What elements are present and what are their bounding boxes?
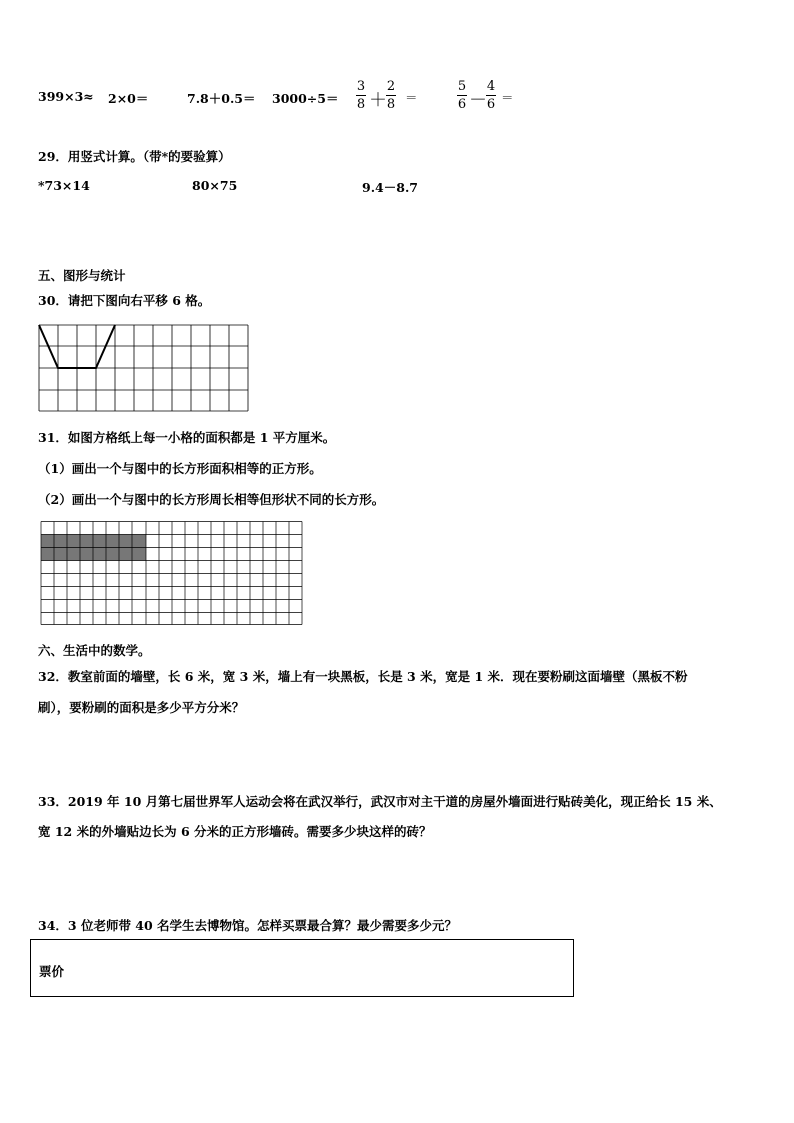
q29-title: 29．用竖式计算。（带*的要验算） bbox=[38, 149, 231, 164]
q31-part-1: （1）画出一个与图中的长方形面积相等的正方形。 bbox=[38, 461, 322, 476]
ticket-price-box bbox=[30, 939, 574, 997]
section-5-title: 五、图形与统计 bbox=[38, 268, 126, 283]
q30-translation-grid bbox=[38, 324, 250, 414]
q31-square-grid bbox=[40, 520, 304, 626]
q31-part-2: （2）画出一个与图中的长方形周长相等但形状不同的长方形。 bbox=[38, 492, 385, 507]
oral-item-4: 3000÷5＝ bbox=[272, 91, 339, 106]
oral-item-1: 399×3≈ bbox=[38, 89, 94, 104]
fraction-4-6: 4 6 bbox=[486, 79, 496, 112]
section-6-title: 六、生活中的数学。 bbox=[38, 643, 151, 658]
oral-item-3: 7.8＋0.5＝ bbox=[187, 91, 256, 106]
q29-item-1: *73×14 bbox=[38, 178, 90, 193]
q29-item-2: 80×75 bbox=[192, 178, 238, 193]
q32-line-1: 32．教室前面的墙壁，长 6 米，宽 3 米，墙上有一块黑板，长是 3 米，宽是 1 米．现在要粉刷这面墙壁（黑板不粉 bbox=[38, 669, 688, 684]
equals-sign-2: ＝ bbox=[501, 90, 514, 105]
oral-item-2: 2×0＝ bbox=[108, 91, 149, 106]
minus-sign: － bbox=[469, 90, 487, 111]
q32-line-2: 刷），要粉刷的面积是多少平方分米？ bbox=[38, 700, 245, 715]
fraction-5-6: 5 6 bbox=[457, 79, 467, 112]
q31-title: 31．如图方格纸上每一小格的面积都是 1 平方厘米。 bbox=[38, 430, 336, 445]
q33-line-2: 宽 12 米的外墙贴边长为 6 分米的正方形墙砖。需要多少块这样的砖？ bbox=[38, 824, 432, 839]
q29-item-3: 9.4－8.7 bbox=[362, 180, 418, 195]
q34-title: 34．3 位老师带 40 名学生去博物馆。怎样买票最合算？最少需要多少元？ bbox=[38, 918, 458, 933]
ticket-price-label: 票价 bbox=[39, 964, 65, 979]
equals-sign-1: ＝ bbox=[405, 90, 418, 105]
plus-sign: ＋ bbox=[369, 90, 387, 111]
fraction-2-8: 2 8 bbox=[386, 79, 396, 112]
q30-title: 30．请把下图向右平移 6 格。 bbox=[38, 293, 211, 308]
fraction-3-8: 3 8 bbox=[356, 79, 366, 112]
q33-line-1: 33．2019 年 10 月第七届世界军人运动会将在武汉举行，武汉市对主干道的房屋外墙面进行贴砖美化，现正给长 15 米、 bbox=[38, 794, 722, 809]
